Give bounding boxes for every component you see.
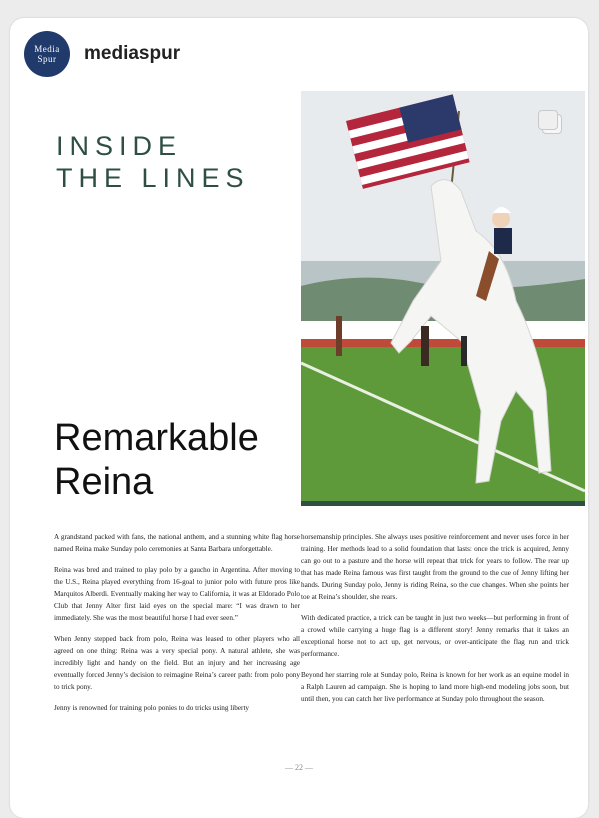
body-column-2 — [301, 531, 569, 714]
paragraph: With dedicated practice, a trick can be taught in just two weeks—but performing in front of a crowd while carrying a huge flag is a different story! Jenny remarks that it takes an exceptional horse not to act up, get nervous, or over-anticipate the flag run and trick performance. — [301, 614, 569, 658]
paragraph: Jenny is renowned for training polo ponies to do tricks using liberty — [54, 704, 250, 712]
page-number: — 22 — — [285, 763, 313, 772]
logo-line-1: Media — [34, 44, 60, 54]
polo-horse-photo — [301, 91, 585, 505]
logo-line-2: Spur — [37, 54, 57, 64]
paragraph: A grandstand packed with fans, the national anthem, and a stunning white flag horse named Reina make Sunday polo ceremonies at Santa Barbara unforgettable. — [54, 533, 300, 553]
photo-caption-bar — [301, 501, 585, 506]
avatar[interactable] — [24, 31, 70, 77]
section-kicker — [56, 130, 250, 194]
post-card — [10, 18, 588, 818]
body-column-1 — [54, 531, 300, 723]
title-line-1: Remarkable — [54, 417, 259, 459]
paragraph: When Jenny stepped back from polo, Reina was leased to other players who all agreed on one thing: Reina was a very special pony. A natural athlete, she was incredibly light and handy on the field. But an injury and her increasing age eventually forced Jenny’s decision to reimagine Reina’s career path: from polo pony to trick pony. — [54, 635, 300, 691]
title-line-2: Reina — [54, 461, 154, 503]
account-name[interactable]: mediaspur — [84, 43, 181, 64]
article-title — [54, 416, 259, 504]
paragraph: horsemanship principles. She always uses positive reinforcement and never uses force in her training. Her methods lead to a solid foundation that lasts: once the trick is acquired, Jenny can go out to a pasture and the horse will repeat that trick for years to follow. The rear up that has made Reina famous was first taught from the ground to the cue of Jenny lifting her hands. During Sunday polo, Jenny is riding Reina, so the cue changes. When she points her toe at Reina’s shoulder, she rears. — [301, 533, 569, 601]
copy-icon[interactable] — [538, 110, 560, 132]
post-header — [24, 30, 180, 78]
kicker-line-1: INSIDE — [56, 131, 183, 161]
kicker-line-2: THE LINES — [56, 163, 250, 193]
paragraph: Beyond her starring role at Sunday polo, Reina is known for her work as an equine model in a Ralph Lauren ad campaign. She is hoping to land more high-end modeling jobs soon, but until then, you can catch her live performance at Sunday polo throughout the season. — [301, 671, 569, 703]
paragraph: Reina was bred and trained to play polo by a gaucho in Argentina. After moving to the U.S., Reina played everything from 16-goal to junior polo with future pros like Marquitos Alberdi. Eventually making her way to California, it was at Eldorado Polo Club that Jenny Alter first laid eyes on the special mare: “I was drawn to her immediately. She was the most beautiful horse I had ever seen.” — [54, 566, 300, 622]
